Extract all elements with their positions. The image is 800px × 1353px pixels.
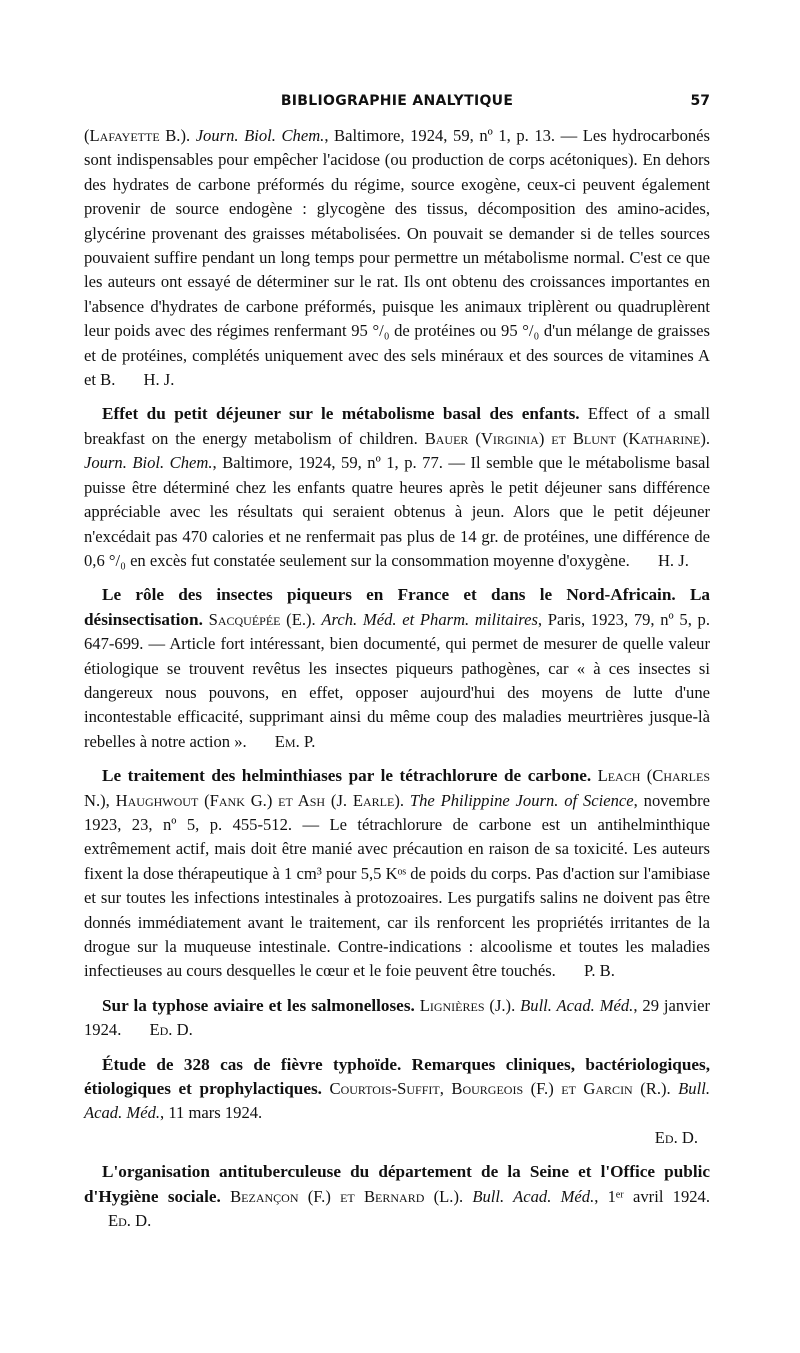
entry-body: Il semble que le métabolisme basal puisse être déterminé chez les enfants quatre heures après le petit déjeuner sans différence appréciable avec les résultats qui seraient obtenus à jeun. Alors que le petit déjeuner n'excédait pas 470 calories et ne renfermait pas plus de 14 gr. de protéines, une différence de 0,6 °/₀ en excès fut constatée seulement sur la consommation moyenne d'oxygène. (84, 453, 711, 570)
entry-authors: Bauer (Virginia) et Blunt (Katharine). (424, 428, 710, 448)
bibliography-entry (84, 764, 710, 984)
entry-source: Bull. Acad. Méd. (472, 1186, 595, 1206)
entry-title: Le rôle des insectes piqueurs en France et dans le Nord-Africain. La désinsectisation. (84, 585, 710, 629)
entry-authors: Lignières (J.). (419, 995, 516, 1015)
page-header (84, 93, 710, 113)
entry-source: The Philippine Journ. of Science (409, 790, 634, 810)
entry-initials: H. J. (143, 370, 175, 390)
bibliography-entry (84, 994, 710, 1043)
entry-initials: P. B. (583, 961, 615, 981)
entry-authors: Leach (Charles N.), Haughwout (Fank G.) et Ash (J. Earle). (84, 766, 710, 810)
entry-title: Étude de 328 cas de fièvre typhoïde. Remarques cliniques, bactériologiques, étiologiques et prophylactiques. (84, 1054, 710, 1099)
entry-details: , novembre 1923, 23, nº 5, p. 455-512. — (84, 790, 711, 834)
entry-initials: Ed. D. (108, 1211, 152, 1231)
bibliography-list (84, 124, 710, 1233)
entry-authors: (Lafayette B.). (84, 126, 191, 145)
entry-source: Bull. Acad. Méd. (84, 1079, 710, 1123)
entry-body: Le tétrachlorure de carbone est un antihelminthique extrêmement actif, mais doit être manié avec précaution en raison de sa toxicité. Les auteurs fixent la dose thérapeutique à 1 cm³ pour 5,5 Kᵒˢ de poids du corps. Pas d'action sur l'amibiase et sur toutes les infections intestinales à protozoaires. Les purgatifs salins ne doivent pas être donnés immédiatement avant le traitement, car ils renforcent les propriétés irritantes de la drogue sur la muqueuse intestinale. Contre-indications : alcoolisme et toutes les maladies infectieuses au cours desquelles le cœur et le foie peuvent être touchés. (84, 814, 710, 981)
bibliography-entry (84, 1160, 710, 1233)
entry-details: , 1ᵉʳ avril 1924. (594, 1186, 711, 1206)
entry-title: L'organisation antituberculeuse du département de la Seine et l'Office public d'Hygiène sociale. (84, 1162, 710, 1206)
entry-details: , Paris, 1923, 79, nº 5, p. 647-699. — (84, 609, 710, 654)
entry-details: , Baltimore, 1924, 59, nº 1, p. 13. — (324, 126, 578, 145)
entry-details: , 11 mars 1924. (160, 1103, 263, 1123)
entry-source: Journ. Biol. Chem. (84, 453, 213, 473)
entry-title: Sur la typhose aviaire et les salmonelloses. (102, 995, 415, 1015)
entry-authors: Bezançon (F.) et Bernard (L.). (230, 1186, 464, 1206)
entry-title: Le traitement des helminthiases par le tétrachlorure de carbone. (102, 766, 592, 786)
entry-authors: Sacquépée (E.). (208, 609, 316, 629)
entry-initials: H. J. (657, 550, 689, 570)
entry-source: Journ. Biol. Chem. (195, 126, 325, 145)
entry-initials: Em. P. (274, 731, 316, 751)
bibliography-entry (84, 583, 710, 754)
entry-subtitle: Effect of a small breakfast on the energy metabolism of children. (84, 404, 711, 448)
entry-title: Effet du petit déjeuner sur le métabolisme basal des enfants. (102, 404, 580, 424)
running-head: BIBLIOGRAPHIE ANALYTIQUE (280, 93, 514, 109)
entry-body: Les hydrocarbonés sont indispensables pour empêcher l'acidose (ou production de corps acétoniques). En dehors des hydrates de carbone préformés du régime, source exogène, ceux-ci peuvent également provenir de source endogène : glycogène des tissus, décomposition des amino-acides, glycérine provenant des graisses métabolisées. On pouvait se demander si de telles sources pouvaient suffire pendant un long temps pour permettre un métabolisme normal. C'est ce que les auteurs ont essayé de déterminer sur le rat. Ils ont obtenu des croissances importantes en l'absence d'hydrates de carbone préformés, puisque les animaux triplèrent ou quadruplèrent leur poids avec des régimes renfermant 95 °/₀ de protéines ou 95 °/₀ d'un mélange de graisses et de protéines, complétés uniquement avec des sels minéraux et des sources de vitamines A et B. (84, 126, 710, 390)
page-number: 57 (690, 93, 710, 109)
entry-body: Article fort intéressant, bien documenté, qui permet de mesurer de quelle valeur étiologique se trouvent revêtus les insectes piqueurs pathogènes, car « à ces insectes si dangereux nous pouvons, en effet, opposer aujourd'hui des moyens de lutte d'une incontestable efficacité, supprimant ainsi du même coup des maladies meurtrières jusque-là rebelles à notre action ». (84, 634, 711, 751)
entry-details: , Baltimore, 1924, 59, nº 1, p. 77. — (212, 453, 465, 473)
entry-initials: Ed. D. (654, 1127, 698, 1147)
entry-source: Bull. Acad. Méd. (520, 995, 634, 1015)
bibliography-entry (84, 1053, 710, 1151)
entry-source: Arch. Méd. et Pharm. militaires (321, 609, 538, 629)
entry-details: , 29 janvier 1924. (84, 995, 710, 1040)
entry-authors: Courtois-Suffit, Bourgeois (F.) et Garcin (R.). (329, 1079, 671, 1099)
entry-initials: Ed. D. (149, 1020, 193, 1040)
bibliography-entry (84, 124, 710, 392)
bibliography-entry (84, 402, 710, 573)
